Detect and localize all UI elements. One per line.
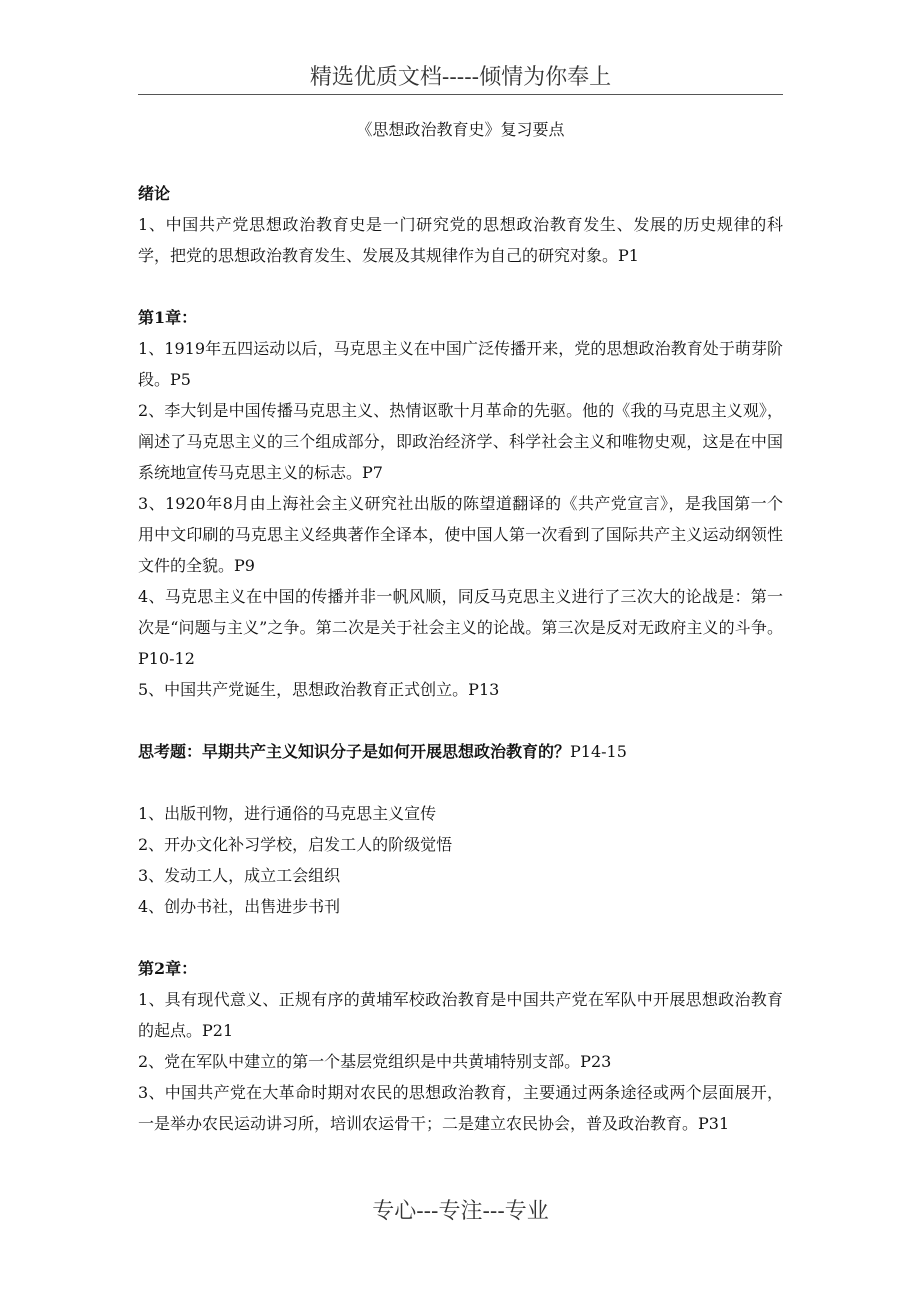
section-heading-ch2: 第2章： <box>138 959 198 978</box>
answer-item-1: 1、出版刊物，进行通俗的马克思主义宣传 <box>138 804 437 823</box>
question-heading <box>138 736 783 767</box>
answer-item-3: 3、发动工人，成立工会组织 <box>138 866 341 885</box>
answer-item-4: 4、创办书社，出售进步书刊 <box>138 897 341 916</box>
ch1-item-2: 2、李大钊是中国传播马克思主义、热情讴歌十月革命的先驱。他的《我的马克思主义观》，阐述了马克思主义的三个组成部分，即政治经济学、科学社会主义和唯物史观，这是在中国系统地宣传马克思主义的标志。P7 <box>138 401 783 482</box>
question-label: 思考题：早期共产主义知识分子是如何开展思想政治教育的？ <box>138 742 571 761</box>
spacer <box>138 922 783 953</box>
section-heading-ch1: 第1章： <box>138 308 198 327</box>
document-title: 《思想政治教育史》复习要点 <box>356 120 565 139</box>
spacer <box>138 705 783 736</box>
intro-item-1: 1、中国共产党思想政治教育史是一门研究党的思想政治教育发生、发展的历史规律的科学，把党的思想政治教育发生、发展及其规律作为自己的研究对象。P1 <box>138 215 783 265</box>
ch1-item-1: 1、1919年五四运动以后，马克思主义在中国广泛传播开来，党的思想政治教育处于萌芽阶段。P5 <box>138 339 783 389</box>
ch2-item-3: 3、中国共产党在大革命时期对农民的思想政治教育，主要通过两条途径或两个层面展开，一是举办农民运动讲习所，培训农运骨干；二是建立农民协会，普及政治教育。P31 <box>138 1083 783 1133</box>
spacer <box>138 767 783 798</box>
question-page-ref: P14-15 <box>570 742 627 761</box>
answer-item-2: 2、开办文化补习学校，启发工人的阶级觉悟 <box>138 835 453 854</box>
ch1-item-4: 4、马克思主义在中国的传播并非一帆风顺，同反马克思主义进行了三次大的论战是：第一次是“问题与主义”之争。第二次是关于社会主义的论战。第三次是反对无政府主义的斗争。P10-12 <box>138 587 783 668</box>
section-heading-intro: 绪论 <box>138 184 171 203</box>
page-footer: 专心---专注---专业 <box>372 1199 549 1224</box>
ch1-item-3: 3、1920年8月由上海社会主义研究社出版的陈望道翻译的《共产党宣言》，是我国第一个用中文印刷的马克思主义经典著作全译本，使中国人第一次看到了国际共产主义运动纲领性文件的全貌。P9 <box>138 494 783 575</box>
spacer <box>138 271 783 302</box>
ch2-item-1: 1、具有现代意义、正规有序的黄埔军校政治教育是中国共产党在军队中开展思想政治教育的起点。P21 <box>138 990 783 1040</box>
page-header: 精选优质文档-----倾情为你奉上 <box>138 62 783 95</box>
ch2-item-2: 2、党在军队中建立的第一个基层党组织是中共黄埔特别支部。P23 <box>138 1052 612 1071</box>
document-body <box>138 178 783 1139</box>
ch1-item-5: 5、中国共产党诞生，思想政治教育正式创立。P13 <box>138 680 500 699</box>
